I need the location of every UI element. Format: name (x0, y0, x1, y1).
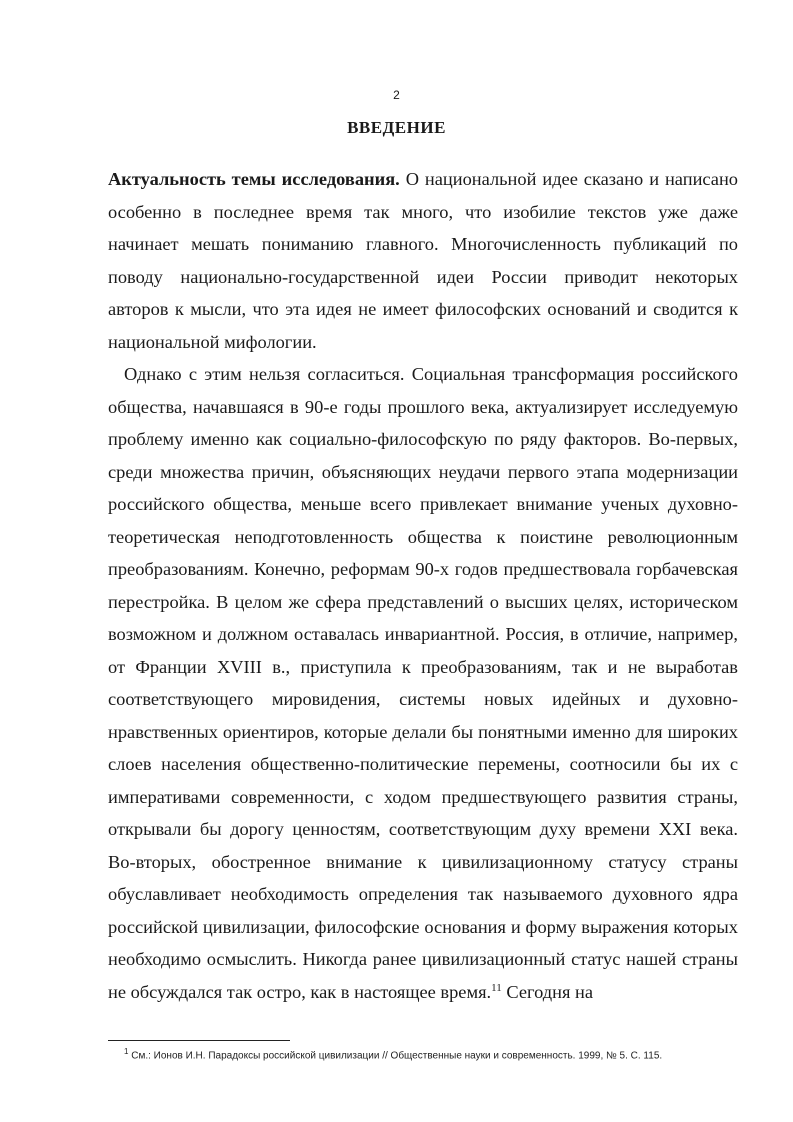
page-number: 2 (393, 88, 400, 102)
footnote-divider (108, 1040, 290, 1041)
paragraph-tail: Сегодня на (506, 981, 594, 1002)
document-body (108, 163, 738, 1008)
footnote-text: См.: Ионов И.Н. Парадоксы российской цивилизации // Общественные науки и современность. 1999, № 5. С. 115. (131, 1050, 663, 1062)
footnote-reference[interactable]: 11 (491, 981, 502, 994)
footnote-marker: 1 (124, 1047, 129, 1056)
paragraph-text: Однако с этим нельзя согласиться. Социальная трансформация российского общества, начавшаяся в 90-е годы прошлого века, актуализирует исследуемую проблему именно как социально-философскую по ряду факторов. Во-первых, среди множества причин, объясняющих неудачи первого этапа модернизации российского общества, меньше всего привлекает внимание ученых духовно-теоретическая неподготовленность общества к поистине революционным преобразованиям. Конечно, реформам 90-х годов предшествовала горбачевская перестройка. В целом же сфера представлений о высших целях, историческом возможном и должном оставалась инвариантной. Россия, в отличие, например, от Франции XVIII в., приступила к преобразованиям, так и не выработав соответствующего мировидения, системы новых идейных и духовно-нравственных ориентиров, которые делали бы понятными именно для широких слоев населения общественно-политические перемены, соотносили бы их с императивами современности, с ходом предшествующего развития страны, открывали бы дорогу ценностям, соответствующим духу времени XXI века. Во-вторых, обостренное внимание к цивилизационному статусу страны обуславливает необходимость определения так называемого духовного ядра российской цивилизации, философские основания и форму выражения которых необходимо осмыслить. Никогда ранее цивилизационный статус нашей страны не обсуждался так остро, как в настоящее время. (108, 364, 738, 1002)
paragraph-objection (108, 358, 738, 1008)
page-title: ВВЕДЕНИЕ (347, 118, 446, 137)
paragraph-relevance (108, 163, 738, 358)
paragraph-text: О национальной идее сказано и написано особенно в последнее время так много, что изобилие текстов уже даже начинает мешать пониманию главного. Многочисленность публикаций по поводу национально-государственной идеи России приводит некоторых авторов к мысли, что эта идея не имеет философских оснований и сводится к национальной мифологии. (108, 169, 739, 352)
paragraph-lead: Актуальность темы исследования. (108, 169, 400, 189)
footnote (124, 1047, 724, 1061)
